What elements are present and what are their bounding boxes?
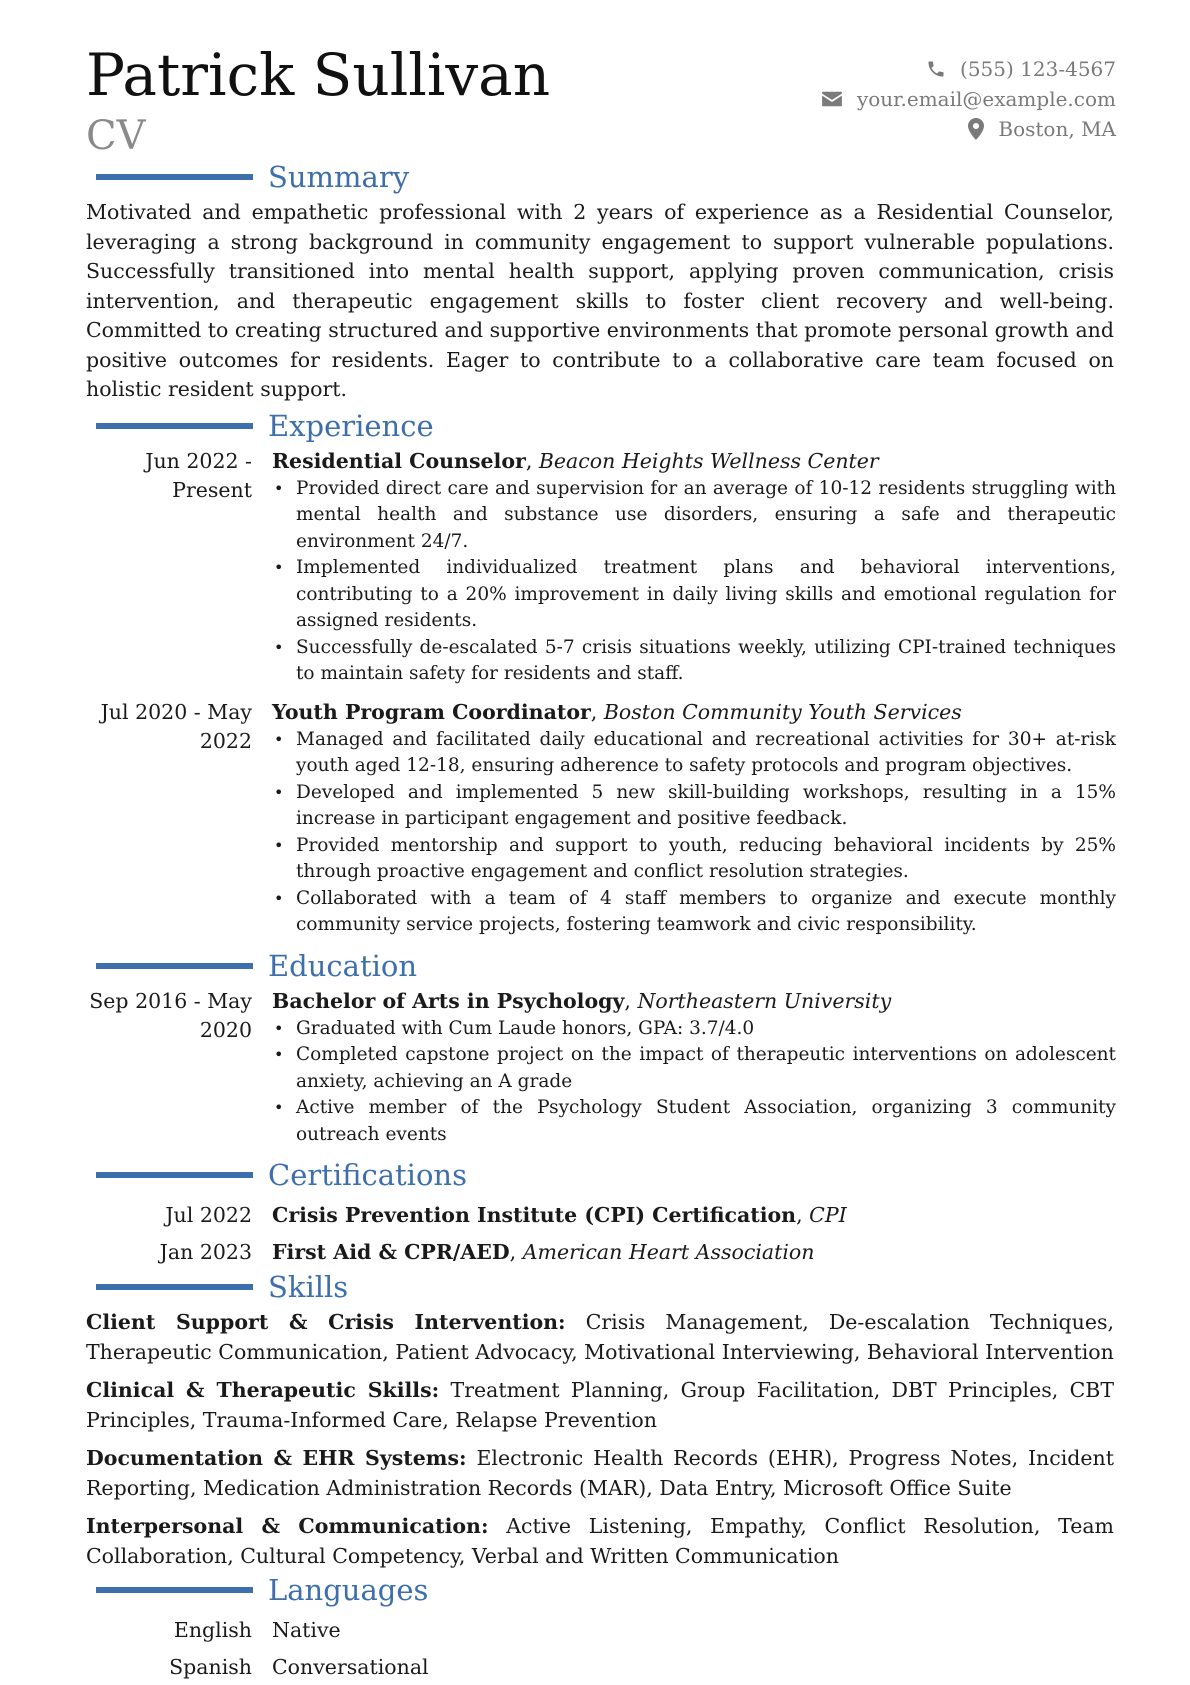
language-level: Native <box>272 1617 341 1642</box>
skill-list: Treatment Planning, Group Facilitation, DBT Principles, CBT Principles, Trauma-Informed Care, Relapse Prevention <box>86 1378 1114 1432</box>
entry-title: Youth Program Coordinator <box>272 699 591 724</box>
entry-headline: Residential Counselor, Beacon Heights Wellness Center <box>272 448 879 473</box>
phone-icon <box>926 59 946 79</box>
entry-title: First Aid & CPR/AED <box>272 1239 510 1264</box>
entry-organization: CPI <box>809 1202 847 1227</box>
bullet-item: • Completed capstone project on the impact of therapeutic interventions on adolescent anxiety, achieving an A grade <box>296 1042 1116 1095</box>
skill-list: Crisis Management, De-escalation Techniques, Therapeutic Communication, Patient Advocacy, Motivational Interviewing, Behavioral Intervention <box>86 1310 1114 1364</box>
entry-body <box>272 698 1116 939</box>
entry-organization: Northeastern University <box>637 988 892 1013</box>
bullet-item: • Implemented individualized treatment plans and behavioral interventions, contributing to a 20% improvement in daily living skills and emotional regulation for assigned residents. <box>296 555 1116 635</box>
resume-page <box>86 40 1116 1685</box>
bullet-item: • Provided mentorship and support to youth, reducing behavioral incidents by 25% through proactive engagement and conflict resolution strategies. <box>296 833 1116 886</box>
section-accent-bar <box>96 174 253 180</box>
contact-info <box>821 54 1116 144</box>
skill-list: Electronic Health Records (EHR), Progress Notes, Incident Reporting, Medication Administration Records (MAR), Data Entry, Microsoft Office Suite <box>86 1446 1114 1500</box>
contact-email <box>821 84 1116 114</box>
email-address[interactable]: your.email@example.com <box>856 87 1116 111</box>
section-accent-bar <box>96 1587 253 1593</box>
section-title: Skills <box>268 1270 349 1304</box>
skill-label: Client Support & Crisis Intervention: <box>86 1310 566 1334</box>
certification-entry <box>86 1233 1116 1270</box>
entry-date: Sep 2016 - May 2020 <box>89 988 252 1042</box>
language-entry <box>86 1648 1116 1685</box>
bullet-item: • Collaborated with a team of 4 staff members to organize and execute monthly community service projects, fostering teamwork and civic responsibility. <box>296 886 1116 939</box>
section-title: Certifications <box>268 1158 467 1192</box>
experience-entry <box>86 698 1116 939</box>
summary-paragraph: Motivated and empathetic professional with 2 years of experience as a Residential Counselor, leveraging a strong background in community engagement to support vulnerable populations. Successfully transitioned into mental health support, applying proven communication, crisis intervention, and therapeutic engagement skills to foster client recovery and well-being. Committed to creating structured and supportive environments that promote personal growth and positive outcomes for residents. Eager to contribute to a collaborative care team focused on holistic resident support. <box>86 200 1114 401</box>
section-languages-header <box>86 1573 1116 1611</box>
entry-title: Crisis Prevention Institute (CPI) Certification <box>272 1202 797 1227</box>
entry-bullets <box>272 476 1116 688</box>
entry-date: Jun 2022 - Present <box>145 448 252 502</box>
location-text: Boston, MA <box>998 117 1116 141</box>
section-accent-bar <box>96 1172 253 1178</box>
entry-headline: Youth Program Coordinator, Boston Community Youth Services <box>272 699 962 724</box>
entry-bullets <box>272 1016 1116 1149</box>
skill-group <box>86 1376 1114 1435</box>
section-title: Education <box>268 948 418 983</box>
language-name: English <box>173 1617 252 1642</box>
education-entry <box>86 987 1116 1149</box>
entry-headline: Bachelor of Arts in Psychology, Northeastern University <box>272 988 892 1013</box>
document-subtitle: CV <box>86 113 146 159</box>
skill-label: Clinical & Therapeutic Skills: <box>86 1378 440 1402</box>
entry-bullets <box>272 727 1116 939</box>
envelope-icon <box>821 90 843 108</box>
bullet-item: • Active member of the Psychology Student Association, organizing 3 community outreach events <box>296 1095 1116 1148</box>
section-experience-header <box>86 409 1116 447</box>
certification-entry <box>86 1196 1116 1233</box>
language-level: Conversational <box>272 1654 429 1679</box>
section-accent-bar <box>96 423 253 429</box>
section-certifications-header <box>86 1158 1116 1196</box>
section-education-header <box>86 949 1116 987</box>
entry-headline: Crisis Prevention Institute (CPI) Certification, CPI <box>272 1202 847 1227</box>
map-pin-icon <box>968 118 984 140</box>
entry-headline: First Aid & CPR/AED, American Heart Association <box>272 1239 815 1264</box>
language-name: Spanish <box>169 1654 252 1679</box>
entry-date: Jan 2023 <box>159 1239 252 1264</box>
phone-number[interactable]: (555) 123-4567 <box>960 57 1116 81</box>
bullet-item: • Provided direct care and supervision for an average of 10-12 residents struggling with mental health and substance use disorders, ensuring a safe and therapeutic environment 24/7. <box>296 476 1116 556</box>
entry-title: Residential Counselor <box>272 448 526 473</box>
entry-title: Bachelor of Arts in Psychology <box>272 988 625 1013</box>
section-title: Summary <box>268 160 410 194</box>
skill-list: Active Listening, Empathy, Conflict Resolution, Team Collaboration, Cultural Competency, Verbal and Written Communication <box>86 1514 1114 1568</box>
person-name: Patrick Sullivan <box>86 41 551 109</box>
contact-location <box>821 114 1116 144</box>
section-skills-header <box>86 1270 1116 1308</box>
skill-group <box>86 1512 1114 1571</box>
resume-header <box>86 40 1116 160</box>
skill-group <box>86 1308 1114 1367</box>
bullet-item: • Developed and implemented 5 new skill-building workshops, resulting in a 15% increase in participant engagement and positive feedback. <box>296 780 1116 833</box>
bullet-item: • Successfully de-escalated 5-7 crisis situations weekly, utilizing CPI-trained techniques to maintain safety for residents and staff. <box>296 635 1116 688</box>
entry-date: Jul 2020 - May 2022 <box>100 699 252 753</box>
section-accent-bar <box>96 963 253 969</box>
section-summary-header <box>86 160 1116 198</box>
entry-organization: American Heart Association <box>522 1239 815 1264</box>
entry-body <box>272 987 1116 1149</box>
entry-organization: Beacon Heights Wellness Center <box>538 448 879 473</box>
bullet-item: • Managed and facilitated daily educational and recreational activities for 30+ at-risk youth aged 12-18, ensuring adherence to safety protocols and program objectives. <box>296 727 1116 780</box>
skill-label: Documentation & EHR Systems: <box>86 1446 467 1470</box>
entry-date: Jul 2022 <box>165 1202 252 1227</box>
entry-body <box>272 447 1116 688</box>
skill-label: Interpersonal & Communication: <box>86 1514 489 1538</box>
entry-organization: Boston Community Youth Services <box>603 699 962 724</box>
section-accent-bar <box>96 1284 253 1290</box>
section-title: Experience <box>268 408 434 443</box>
bullet-item: • Graduated with Cum Laude honors, GPA: 3.7/4.0 <box>296 1016 1116 1043</box>
contact-phone <box>821 54 1116 84</box>
section-title: Languages <box>268 1573 429 1607</box>
language-entry <box>86 1611 1116 1648</box>
skill-group <box>86 1444 1114 1503</box>
experience-entry <box>86 447 1116 688</box>
